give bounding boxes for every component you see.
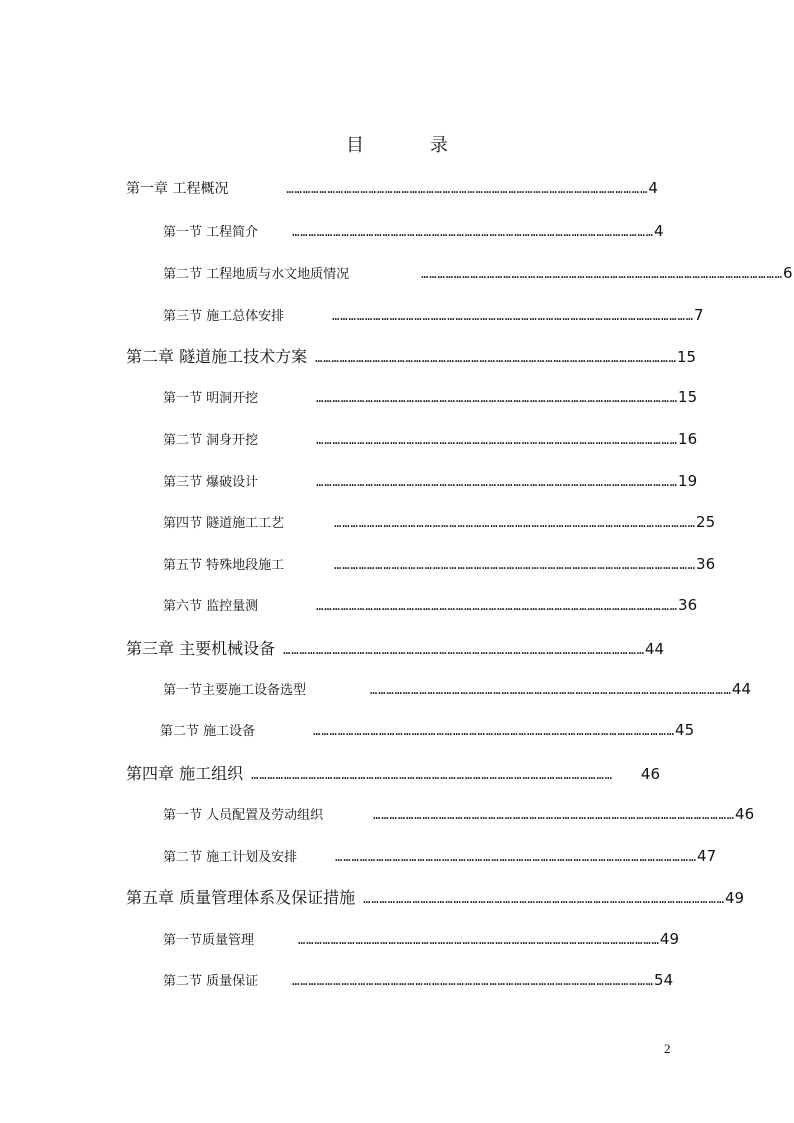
toc-entry-page: 36 bbox=[696, 555, 716, 573]
leader-dots: …………………………………………………………………………………………………………………… bbox=[363, 892, 725, 906]
leader-dots: …………………………………………………………………………………………………………………… bbox=[316, 599, 679, 613]
toc-entry[interactable] bbox=[163, 429, 698, 448]
toc-entry-label: 第四章 施工组织 bbox=[126, 764, 244, 783]
toc-entry-label: 第一节 明洞开挖 bbox=[163, 391, 259, 406]
toc-entry-page: 49 bbox=[724, 889, 745, 907]
toc-entry-page: 36 bbox=[678, 596, 698, 614]
toc-entry-label: 第一节 工程简介 bbox=[163, 225, 259, 240]
toc-entry-label: 第三节 爆破设计 bbox=[163, 475, 259, 490]
toc-entry[interactable] bbox=[126, 344, 697, 367]
toc-entry-label: 第一节质量管理 bbox=[163, 933, 255, 948]
toc-entry-page: 4 bbox=[648, 179, 658, 197]
toc-entry[interactable] bbox=[160, 720, 695, 739]
toc-title-right: 录 bbox=[430, 135, 448, 156]
toc-entry[interactable] bbox=[126, 761, 660, 784]
page-number: 2 bbox=[664, 1041, 671, 1056]
leader-dots: …………………………………………………………………………………………………………………… bbox=[316, 433, 679, 447]
toc-entry[interactable] bbox=[163, 554, 716, 573]
toc-entry[interactable] bbox=[126, 885, 745, 908]
toc-entry-page: 49 bbox=[659, 930, 679, 948]
toc-entry[interactable] bbox=[163, 804, 755, 823]
leader-dots: …………………………………………………………………………………………………………………… bbox=[292, 974, 655, 988]
leader-dots: …………………………………………………………………………………………………………………… bbox=[251, 768, 613, 782]
toc-entry-label: 第一节 人员配置及劳动组织 bbox=[163, 808, 324, 823]
toc-entry-page: 4 bbox=[654, 222, 664, 240]
toc-entry-page: 15 bbox=[678, 388, 698, 406]
leader-dots: …………………………………………………………………………………………………………………… bbox=[298, 933, 660, 947]
leader-dots: …………………………………………………………………………………………………………………… bbox=[332, 309, 695, 323]
toc-entry-label: 第三章 主要机械设备 bbox=[126, 639, 276, 658]
toc-entry[interactable] bbox=[163, 929, 679, 948]
toc-entry[interactable] bbox=[163, 305, 704, 324]
toc-entry-label: 第一节主要施工设备选型 bbox=[163, 683, 307, 698]
leader-dots: …………………………………………………………………………………………………………………… bbox=[315, 351, 677, 365]
toc-entry[interactable] bbox=[163, 512, 716, 531]
leader-dots: …………………………………………………………………………………………………………………… bbox=[316, 475, 679, 489]
toc-entry-label: 第五章 质量管理体系及保证措施 bbox=[126, 888, 356, 907]
leader-dots: …………………………………………………………………………………………………………………… bbox=[334, 558, 697, 572]
toc-entry[interactable] bbox=[163, 846, 717, 865]
toc-entry-page: 19 bbox=[678, 472, 698, 490]
toc-entry[interactable] bbox=[126, 178, 658, 198]
toc-entry-page: 7 bbox=[694, 306, 704, 324]
toc-entry-label: 第二章 隧道施工技术方案 bbox=[126, 347, 308, 366]
toc-entry-label: 第六节 监控量测 bbox=[163, 599, 259, 614]
toc-title bbox=[0, 131, 794, 157]
leader-dots: …………………………………………………………………………………………………………………… bbox=[313, 724, 676, 738]
toc-entry-label: 第二节 施工设备 bbox=[160, 724, 256, 739]
toc-entry-label: 第二节 质量保证 bbox=[163, 974, 259, 989]
toc-entry[interactable] bbox=[126, 636, 665, 659]
toc-entry-label: 第三节 施工总体安排 bbox=[163, 309, 285, 324]
toc-entry-page: 45 bbox=[675, 721, 695, 739]
toc-entry[interactable] bbox=[163, 471, 698, 490]
toc-entry-page: 44 bbox=[731, 680, 751, 698]
toc-entry-label: 第四节 隧道施工工艺 bbox=[163, 516, 285, 531]
toc-entry-page: 25 bbox=[696, 513, 716, 531]
toc-entry[interactable] bbox=[163, 595, 698, 614]
toc-entry-page: 46 bbox=[735, 805, 755, 823]
leader-dots: …………………………………………………………………………………………………………………… bbox=[334, 516, 697, 530]
leader-dots: …………………………………………………………………………………………………………………… bbox=[421, 267, 784, 281]
toc-title-left: 目 bbox=[346, 135, 364, 156]
toc-entry-page: 47 bbox=[697, 847, 717, 865]
toc-entry-page: 54 bbox=[654, 971, 674, 989]
toc-entry-page: 16 bbox=[678, 430, 698, 448]
leader-dots: …………………………………………………………………………………………………………………… bbox=[370, 683, 732, 697]
toc-entry-page: 44 bbox=[644, 640, 665, 658]
leader-dots: …………………………………………………………………………………………………………………… bbox=[283, 643, 645, 657]
toc-entry[interactable] bbox=[163, 970, 674, 989]
leader-dots: …………………………………………………………………………………………………………………… bbox=[316, 391, 679, 405]
toc-entry-label: 第二节 洞身开挖 bbox=[163, 433, 259, 448]
toc-entry-page: 15 bbox=[676, 348, 697, 366]
toc-entry[interactable] bbox=[163, 679, 751, 698]
leader-dots: …………………………………………………………………………………………………………………… bbox=[292, 225, 655, 239]
toc-entry[interactable] bbox=[163, 263, 793, 282]
leader-dots: …………………………………………………………………………………………………………………… bbox=[335, 850, 698, 864]
toc-entry-label: 第二节 工程地质与水文地质情况 bbox=[163, 267, 350, 282]
toc-entry[interactable] bbox=[163, 387, 698, 406]
toc-entry[interactable] bbox=[163, 221, 664, 240]
toc-entry-page: 6 bbox=[783, 264, 793, 282]
toc-entry-page: 46 bbox=[640, 765, 660, 783]
toc-entry-label: 第五节 特殊地段施工 bbox=[163, 558, 285, 573]
leader-dots: …………………………………………………………………………………………………………………… bbox=[373, 808, 736, 822]
leader-dots: …………………………………………………………………………………………………………………… bbox=[286, 182, 649, 196]
toc-entry-label: 第一章 工程概况 bbox=[126, 181, 229, 197]
toc-entry-label: 第二节 施工计划及安排 bbox=[163, 850, 298, 865]
